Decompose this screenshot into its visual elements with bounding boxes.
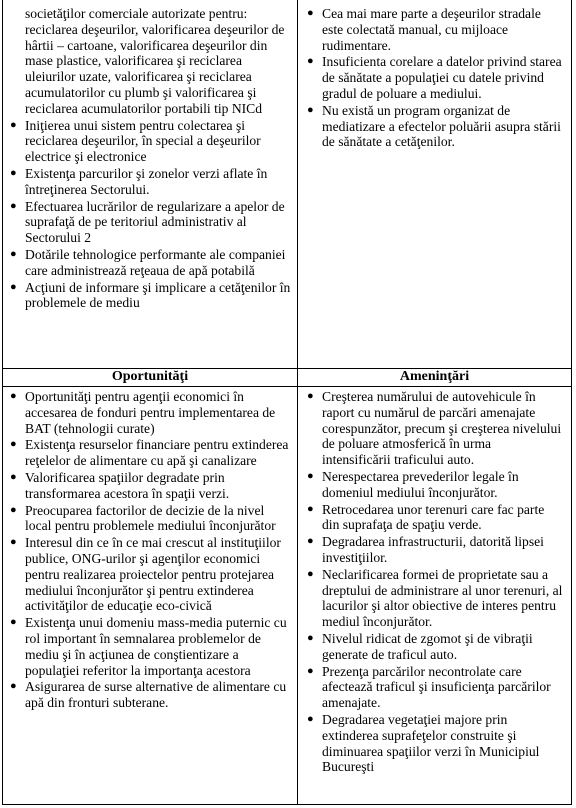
list-item: ● Interesul din ce în ce mai crescut al instituţiilor publice, ONG-urilor şi agenţilor economici pentru realizarea proiectelor pentru protejarea mediului înconjurător şi pentru extinderea activităţilor de educaţie eco-civică — [10, 535, 281, 614]
threats-list — [304, 389, 563, 775]
bullet-icon: ● — [307, 502, 314, 515]
strengths-cell — [3, 6, 297, 368]
list-item: ● Iniţierea unui sistem pentru colectarea şi reciclarea deşeurilor, în special a deşeurilor electrice şi electronice — [10, 117, 261, 165]
bullet-icon: ● — [10, 118, 17, 131]
list-item: ● Degradarea infrastructurii, datorită lipsei investiţiilor. — [307, 534, 544, 565]
list-item: ● Oportunităţi pentru agenţii economici în accesarea de fonduri pentru implementarea de BAT (tehnologii curate) — [10, 389, 276, 436]
bullet-icon: ● — [307, 7, 314, 19]
threats-cell — [298, 389, 571, 803]
bullet-icon: ● — [10, 247, 17, 260]
list-item: ● Existenţa resurselor financiare pentru extinderea reţelelor de alimentare cu apă şi canalizare — [10, 437, 289, 469]
bullet-icon: ● — [307, 664, 314, 677]
bullet-icon: ● — [10, 438, 17, 451]
list-item: ● Efectuarea lucrărilor de regularizare a apelor de suprafaţă de pe teritoriul administrativ al Sectorului 2 — [10, 198, 285, 246]
list-item: ● Nerespectarea prevederilor legale în domeniul mediului înconjurător. — [307, 468, 519, 500]
weaknesses-cell — [298, 6, 571, 368]
list-item: ● Neclarificarea formei de proprietate sau a dreptului de administrare al unor terenuri, al lacurilor şi altor obiective de interes pentru mediul înconjurător. — [307, 566, 563, 630]
list-item: ● Valorificarea spaţiilor degradate prin transformarea acestora în spaţii verzi. — [10, 469, 230, 501]
list-item: ● Creşterea numărului de autovehicule în raport cu numărul de parcări amenajate corespunzător, precum şi creşterea nivelului de poluare atmosferică în urma intensificării traficului auto. — [307, 389, 562, 468]
list-item: ● Insuficienta corelare a datelor privind starea de sănătate a populaţiei cu datele privind gradul de poluare a mediului. — [307, 54, 562, 101]
swot-table — [2, 0, 572, 805]
list-item: ● Nu există un program organizat de mediatizare a efectelor poluării asupra stării de sănătate a cetăţenilor. — [307, 102, 561, 150]
bullet-icon: ● — [307, 631, 314, 644]
opportunities-list — [7, 389, 291, 711]
bullet-icon: ● — [307, 469, 314, 482]
strengths-continuation: societăţilor comerciale autorizate pentru: reciclarea deşeurilor, valorificarea deşeurilor de hârtii – cartoane, valorificarea deşeurilor din mase plastice, valorificarea şi reciclarea uleiurilor uzate, valorificarea şi reciclarea acumulatorilor cu plumb şi valorificarea şi reciclarea acumulatorilor portabili tip NICd — [25, 6, 285, 116]
bullet-icon: ● — [10, 536, 17, 549]
bullet-icon: ● — [10, 503, 17, 516]
list-item: ● Asigurarea de surse alternative de alimentare cu apă din fronturi subterane. — [10, 679, 287, 711]
list-item: ● Acţiuni de informare şi implicare a cetăţenilor în problemele de mediu — [10, 279, 291, 311]
bullet-icon: ● — [307, 55, 314, 68]
bullet-icon: ● — [307, 712, 314, 725]
threats-header: Ameninţări — [399, 369, 470, 384]
list-item: ● Degradarea vegetaţiei majore prin extinderea suprafeţelor construite şi diminuarea spaţiilor verzi în Municipiul Bucureşti — [307, 711, 540, 775]
bullet-icon: ● — [307, 390, 314, 402]
bullet-icon: ● — [10, 199, 17, 212]
list-item: ● Retrocedarea unor terenuri care fac parte din suprafaţa de spaţiu verde. — [307, 501, 545, 533]
list-item: ● Cea mai mare parte a deşeurilor stradale este colectată manual, cu mijloace rudimentare. — [307, 6, 541, 53]
list-item: ● Nivelul ridicat de zgomot şi de vibraţii generate de traficul auto. — [307, 630, 533, 662]
weaknesses-list — [304, 6, 563, 150]
bullet-icon: ● — [307, 535, 314, 548]
bullet-icon: ● — [10, 470, 17, 483]
bullet-icon: ● — [10, 166, 17, 179]
list-item: ● Dotările tehnologice performante ale companiei care administrează reţeaua de apă potabilă — [10, 246, 286, 278]
list-item: ● Prezenţa parcărilor necontrolate care afectează traficul şi insuficienţa parcărilor amenajate. — [307, 663, 551, 711]
bullet-icon: ● — [307, 103, 314, 116]
row-divider-header — [3, 386, 571, 387]
bullet-icon: ● — [10, 616, 17, 629]
strengths-list — [7, 118, 291, 312]
bullet-icon: ● — [307, 567, 314, 580]
list-item: ● Existenţa unui domeniu mass-media puternic cu rol important în semnalarea problemelor de mediu şi în acţiunea de conştientizare a populaţiei referitor la importanţa acestora — [10, 615, 287, 678]
list-item: ● Existenţa parcurilor şi zonelor verzi aflate în întreţinerea Sectorului. — [10, 165, 268, 197]
bullet-icon: ● — [10, 680, 17, 693]
bullet-icon: ● — [10, 280, 17, 293]
opportunities-header: Oportunităţi — [111, 369, 189, 384]
list-item: ● Preocuparea factorilor de decizie de la nivel local pentru problemele mediului înconjurător — [10, 502, 276, 534]
bullet-icon: ● — [10, 390, 17, 402]
opportunities-cell — [3, 389, 297, 803]
